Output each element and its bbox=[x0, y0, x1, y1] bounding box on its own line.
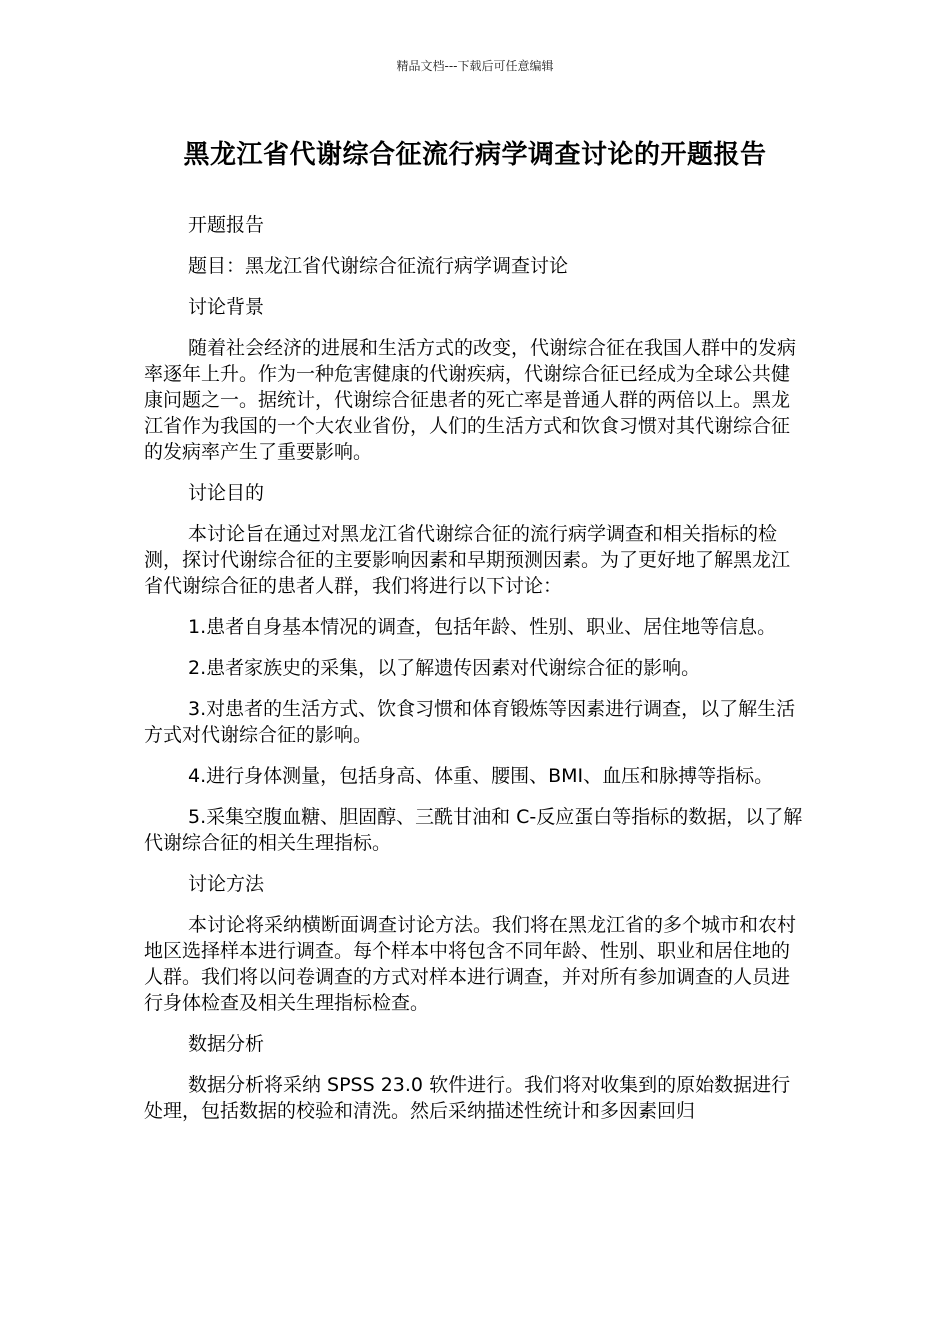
list-item: 5.采集空腹血糖、胆固醇、三酰甘油和 C-反应蛋白等指标的数据，以了解代谢综合征的相关生理指标。 bbox=[144, 806, 803, 854]
paragraph: 数据分析将采纳 SPSS 23.0 软件进行。我们将对收集到的原始数据进行处理，包括数据的校验和清洗。然后采纳描述性统计和多因素回归 bbox=[144, 1074, 791, 1122]
list-item: 4.进行身体测量，包括身高、体重、腰围、BMI、血压和脉搏等指标。 bbox=[188, 765, 774, 787]
paragraph: 随着社会经济的进展和生活方式的改变，代谢综合征在我国人群中的发病率逐年上升。作为一种危害健康的代谢疾病，代谢综合征已经成为全球公共健康问题之一。据统计，代谢综合征患者的死亡率是普通人群的两倍以上。黑龙江省作为我国的一个大农业省份，人们的生活方式和饮食习惯对其代谢综合征的发病率产生了重要影响。 bbox=[144, 337, 797, 463]
list-item: 3.对患者的生活方式、饮食习惯和体育锻炼等因素进行调查，以了解生活方式对代谢综合征的影响。 bbox=[144, 698, 796, 746]
section-heading: 讨论目的 bbox=[188, 482, 265, 504]
list-item: 2.患者家族史的采集，以了解遗传因素对代谢综合征的影响。 bbox=[188, 657, 701, 679]
document-title: 黑龙江省代谢综合征流行病学调查讨论的开题报告 bbox=[183, 140, 767, 170]
section-heading: 讨论背景 bbox=[188, 296, 265, 318]
paragraph: 本讨论旨在通过对黑龙江省代谢综合征的流行病学调查和相关指标的检测，探讨代谢综合征的主要影响因素和早期预测因素。为了更好地了解黑龙江省代谢综合征的患者人群，我们将进行以下讨论： bbox=[144, 523, 791, 597]
list-item: 1.患者自身基本情况的调查，包括年龄、性别、职业、居住地等信息。 bbox=[188, 616, 777, 638]
section-heading: 讨论方法 bbox=[188, 873, 265, 895]
section-heading: 开题报告 bbox=[188, 214, 265, 236]
section-heading: 数据分析 bbox=[188, 1033, 265, 1055]
topic-line: 题目：黑龙江省代谢综合征流行病学调查讨论 bbox=[188, 255, 569, 277]
document-body bbox=[144, 212, 804, 1139]
header-note: 精品文档---下载后可任意编辑 bbox=[396, 59, 554, 73]
paragraph: 本讨论将采纳横断面调查讨论方法。我们将在黑龙江省的多个城市和农村地区选择样本进行调查。每个样本中将包含不同年龄、性别、职业和居住地的人群。我们将以问卷调查的方式对样本进行调查，并对所有参加调查的人员进行身体检查及相关生理指标检查。 bbox=[144, 914, 797, 1014]
